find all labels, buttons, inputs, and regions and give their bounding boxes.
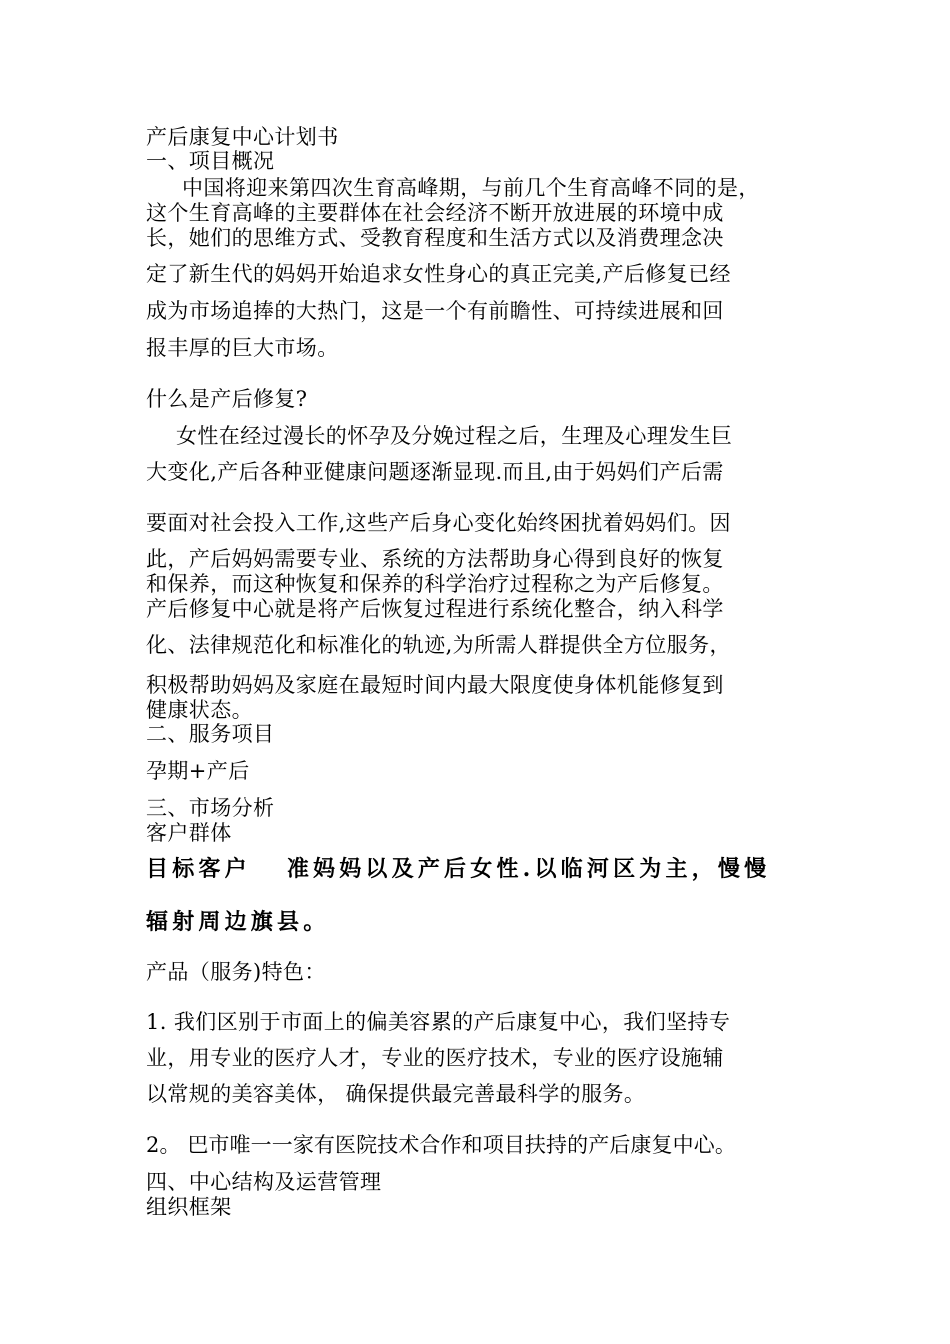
overview-line: 中国将迎来第四次生育高峰期，与前几个生育高峰不同的是， (182, 176, 760, 200)
what-is-line: 要面对社会投入工作,这些产后身心变化始终困扰着妈妈们。因 (146, 511, 731, 535)
section-2-heading: 二、服务项目 (146, 722, 275, 746)
feature-1-line: 1. 我们区别于市面上的偏美容累的产后康复中心，我们坚持专 (146, 1010, 731, 1034)
what-is-line: 产后修复中心就是将产后恢复过程进行系统化整合，纳入科学 (146, 597, 724, 621)
target-customer-text: 准妈妈以及产后女性.以临河区为主，慢慢 (286, 856, 771, 882)
section-3-heading: 三、市场分析 (146, 796, 275, 820)
target-customer-line-2: 辐射周边旗县。 (146, 909, 330, 935)
customer-group-heading: 客户群体 (146, 821, 232, 845)
target-customer-line (146, 857, 770, 881)
feature-1-line: 以常规的美容美体， 确保提供最完善最科学的服务。 (146, 1082, 646, 1106)
section-4-heading: 四、中心结构及运营管理 (146, 1170, 382, 1194)
target-customer-label: 目标客户 (146, 856, 251, 882)
what-is-heading: 什么是产后修复? (146, 387, 308, 411)
product-feature-heading: 产品（服务)特色： (146, 960, 326, 984)
what-is-line: 积极帮助妈妈及家庭在最短时间内最大限度使身体机能修复到 (146, 673, 724, 697)
what-is-line: 化、法律规范化和标准化的轨迹,为所需人群提供全方位服务， (146, 633, 731, 657)
document-title: 产后康复中心计划书 (146, 125, 339, 149)
what-is-line: 健康状态。 (146, 698, 253, 722)
org-framework-heading: 组织框架 (146, 1195, 232, 1219)
what-is-line: 女性在经过漫长的怀孕及分娩过程之后，生理及心理发生巨 (176, 424, 733, 448)
overview-line: 这个生育高峰的主要群体在社会经济不断开放进展的环境中成 (146, 201, 724, 225)
overview-line: 成为市场追捧的大热门，这是一个有前瞻性、可持续进展和回 (146, 299, 724, 323)
what-is-line: 大变化,产后各种亚健康问题逐渐显现.而且,由于妈妈们产后需 (146, 460, 724, 484)
service-item: 孕期+产后 (146, 759, 250, 783)
feature-2-line: 2。 巴市唯一一家有医院技术合作和项目扶持的产后康复中心。 (146, 1133, 736, 1157)
what-is-line: 和保养，而这种恢复和保养的科学治疗过程称之为产后修复。 (146, 572, 724, 596)
overview-line: 定了新生代的妈妈开始追求女性身心的真正完美,产后修复已经 (146, 262, 731, 286)
overview-line: 报丰厚的巨大市场。 (146, 336, 339, 360)
overview-line: 长，她们的思维方式、受教育程度和生活方式以及消费理念决 (146, 226, 724, 250)
what-is-line: 此，产后妈妈需要专业、系统的方法帮助身心得到良好的恢复 (146, 547, 724, 571)
feature-1-line: 业，用专业的医疗人才，专业的医疗技术，专业的医疗设施辅 (146, 1046, 724, 1070)
section-1-heading: 一、项目概况 (146, 149, 275, 173)
